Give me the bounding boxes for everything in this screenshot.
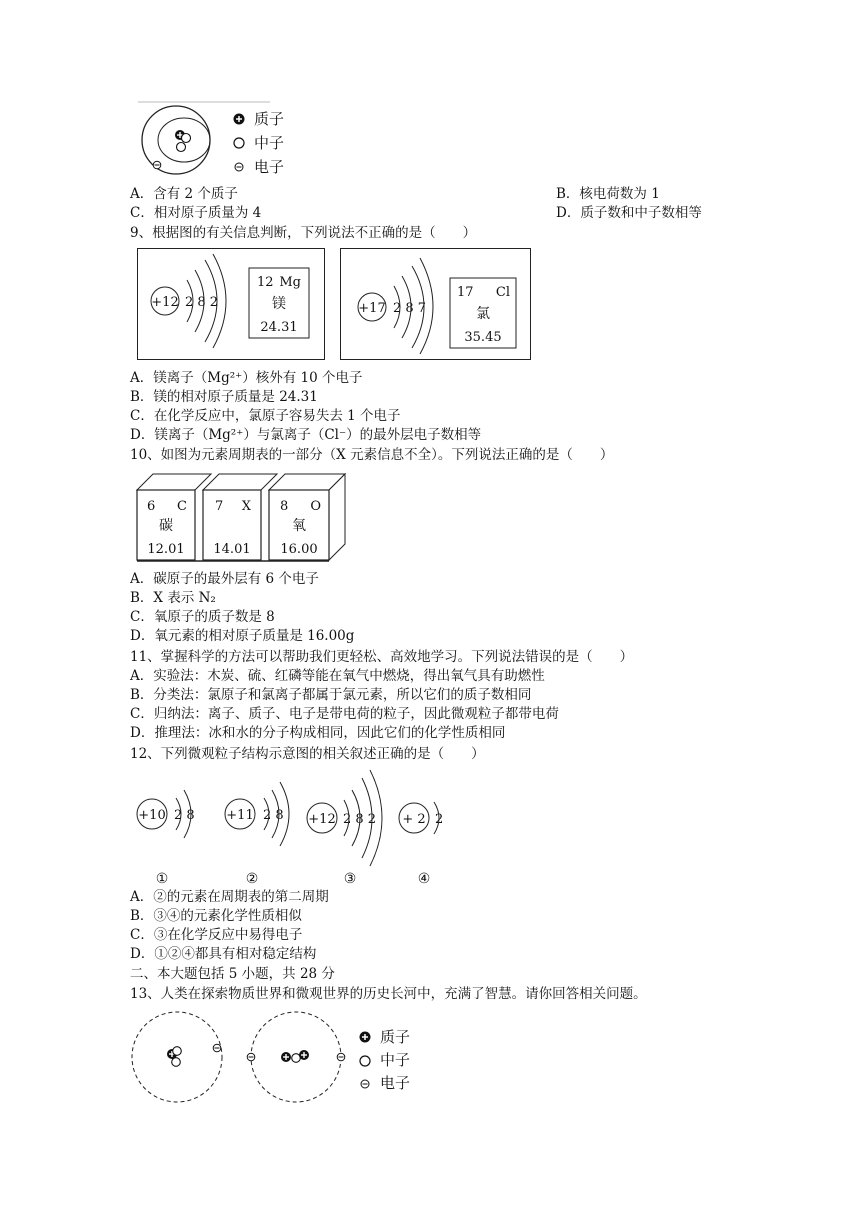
- p4-nucleus: + 2: [402, 812, 426, 827]
- q12-particle-diagrams: [130, 770, 460, 888]
- cl-number: 17: [457, 285, 474, 300]
- p2-label: ②: [245, 871, 259, 887]
- legend2-electron: 电子: [380, 1074, 411, 1092]
- q10-option-b: B．X 表示 N₂: [130, 590, 216, 606]
- q11-option-a: A．实验法：木炭、硫、红磷等能在氧气中燃烧，得出氧气具有助燃性: [130, 668, 545, 684]
- q9-stem: 9、根据图的有关信息判断，下列说法不正确的是（ ）: [130, 225, 477, 241]
- p4-label: ④: [417, 871, 431, 887]
- mg-nucleus: +12: [151, 295, 179, 310]
- p1-shells: 2 8: [174, 808, 195, 823]
- q10-stem: 10、如图为元素周期表的一部分（X 元素信息不全）。下列说法正确的是（ ）: [130, 447, 614, 463]
- c-symbol: C: [177, 499, 187, 514]
- legend-electron: 电子: [254, 158, 285, 176]
- q11-option-b: B．分类法：氯原子和氯离子都属于氯元素，所以它们的质子数相同: [130, 687, 532, 703]
- cl-nucleus: +17: [358, 301, 386, 316]
- mg-shells: 2 8 2: [185, 295, 219, 310]
- o-mass: 16.00: [280, 542, 318, 557]
- q8-option-a: A．含有 2 个质子: [130, 186, 238, 202]
- c-mass: 12.01: [147, 542, 185, 557]
- x-symbol: X: [241, 499, 251, 514]
- mg-number: 12: [257, 275, 274, 290]
- p1-label: ①: [155, 871, 169, 887]
- q12-option-c: C．③在化学反应中易得电子: [130, 927, 303, 943]
- q13-stem: 13、人类在探索物质世界和微观世界的历史长河中，充满了智慧。请你回答相关问题。: [130, 986, 647, 1002]
- q9-option-d: D．镁离子（Mg²⁺）与氯离子（Cl⁻）的最外层电子数相等: [130, 427, 482, 443]
- q10-option-a: A．碳原子的最外层有 6 个电子: [130, 571, 319, 587]
- legend-proton: 质子: [254, 110, 285, 128]
- p3-nucleus: +12: [308, 812, 336, 827]
- cl-mass: 35.45: [464, 330, 502, 345]
- p2-nucleus: +11: [226, 808, 254, 823]
- mg-symbol: Mg: [279, 275, 301, 290]
- cl-shells: 2 8 7: [393, 301, 427, 316]
- p4-shells: 2: [435, 812, 444, 827]
- mg-mass: 24.31: [260, 320, 298, 335]
- legend2-neutron: 中子: [380, 1051, 411, 1069]
- mg-name: 镁: [272, 296, 286, 312]
- q12-stem: 12、下列微观粒子结构示意图的相关叙述正确的是（ ）: [130, 746, 485, 762]
- q11-option-c: C．归纳法：离子、质子、电子是带电荷的粒子，因此微观粒子都带电荷: [130, 706, 559, 722]
- q12-option-b: B．③④的元素化学性质相似: [130, 908, 302, 924]
- q10-periodic-table-part: [137, 470, 352, 565]
- p1-nucleus: +10: [138, 808, 166, 823]
- q12-option-a: A．②的元素在周期表的第二周期: [130, 889, 329, 905]
- q9-option-a: A．镁离子（Mg²⁺）核外有 10 个电子: [130, 370, 363, 386]
- c-number: 6: [147, 499, 156, 514]
- o-number: 8: [280, 499, 289, 514]
- q11-option-d: D．推理法：冰和水的分子构成相同，因此它们的化学性质相同: [130, 725, 506, 741]
- cl-symbol: Cl: [495, 285, 510, 300]
- x-number: 7: [215, 499, 224, 514]
- q9-cl-figure: [340, 248, 531, 360]
- legend2-proton: 质子: [380, 1028, 411, 1046]
- p3-shells: 2 8 2: [343, 812, 377, 827]
- c-name: 碳: [159, 518, 173, 534]
- q10-option-c: C．氧原子的质子数是 8: [130, 609, 275, 625]
- q11-stem: 11、掌握科学的方法可以帮助我们更轻松、高效地学习。下列说法错误的是（ ）: [130, 649, 634, 665]
- q12-option-d: D．①②④都具有相对稳定结构: [130, 946, 317, 962]
- p3-label: ③: [343, 871, 357, 887]
- o-name: 氧: [292, 518, 306, 534]
- q9-mg-figure: [137, 248, 325, 360]
- q8-option-b: B．核电荷数为 1: [556, 186, 660, 202]
- p2-shells: 2 8: [263, 808, 284, 823]
- x-mass: 14.01: [213, 542, 251, 557]
- q9-option-b: B．镁的相对原子质量是 24.31: [130, 389, 318, 405]
- section-2-heading: 二、本大题包括 5 小题，共 28 分: [130, 966, 335, 982]
- cl-name: 氯: [476, 306, 490, 322]
- legend-neutron: 中子: [254, 134, 285, 152]
- q9-option-c: C．在化学反应中，氯原子容易失去 1 个电子: [130, 408, 401, 424]
- q8-option-c: C．相对原子质量为 4: [130, 205, 262, 221]
- o-symbol: O: [310, 499, 321, 514]
- q8-option-d: D．质子数和中子数相等: [556, 205, 702, 221]
- q10-option-d: D．氧元素的相对原子质量是 16.00g: [130, 628, 355, 644]
